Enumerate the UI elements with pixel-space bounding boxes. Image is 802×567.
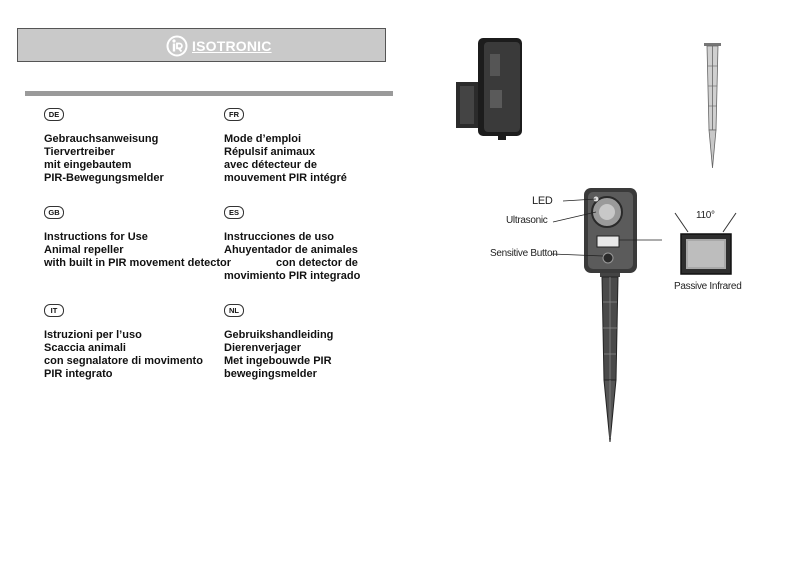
lang-title: Gebruikshandleiding: [224, 329, 334, 341]
lang-line: bewegingsmelder: [224, 368, 317, 380]
pir-detail: [675, 213, 736, 274]
passive-infrared-label: Passive Infrared: [674, 281, 742, 292]
device-photo: [456, 38, 522, 140]
lang-badge: FR: [224, 108, 244, 121]
ultrasonic-label: Ultrasonic: [506, 215, 548, 226]
lang-line: mit eingebautem: [44, 159, 132, 171]
device-diagram: [584, 188, 637, 442]
lang-badge: DE: [44, 108, 64, 121]
lang-line: mouvement PIR intégré: [224, 172, 347, 184]
lang-line: PIR integrato: [44, 368, 113, 380]
lang-badge: GB: [44, 206, 64, 219]
lang-line: avec détecteur de: [224, 159, 317, 171]
lang-line: PIR-Bewegungsmelder: [44, 172, 164, 184]
lang-line: Met ingebouwde PIR: [224, 355, 332, 367]
lang-line: Animal repeller: [44, 244, 124, 256]
lang-badge: IT: [44, 304, 64, 317]
lang-title: Istruzioni per l’uso: [44, 329, 142, 341]
lang-title: Mode d’emploi: [224, 133, 301, 145]
lang-line: movimiento PIR integrado: [224, 270, 361, 282]
lang-line: con segnalatore di movimento: [44, 355, 203, 367]
lang-line: Ahuyentador de animales: [224, 244, 358, 256]
angle-label: 110°: [696, 210, 715, 221]
lang-title: Instrucciones de uso: [224, 231, 335, 243]
lang-line: Tiervertreiber: [44, 146, 115, 158]
lang-line: with built in PIR movement detector: [44, 257, 232, 269]
lang-line: Répulsif animaux: [224, 146, 316, 158]
lang-title: Gebrauchsanweisung: [44, 133, 159, 145]
lang-badge: NL: [224, 304, 244, 317]
brand-name: ISOTRONIC: [192, 38, 272, 54]
stake-illustration: [704, 43, 721, 168]
sensitive-button-label: Sensitive Button: [490, 248, 558, 259]
lang-line: con detector de: [276, 257, 358, 269]
lang-line: Dierenverjager: [224, 342, 302, 354]
led-label: LED: [532, 195, 553, 207]
lang-title: Instructions for Use: [44, 231, 148, 243]
lang-badge: ES: [224, 206, 244, 219]
lang-line: Scaccia animali: [44, 342, 126, 354]
